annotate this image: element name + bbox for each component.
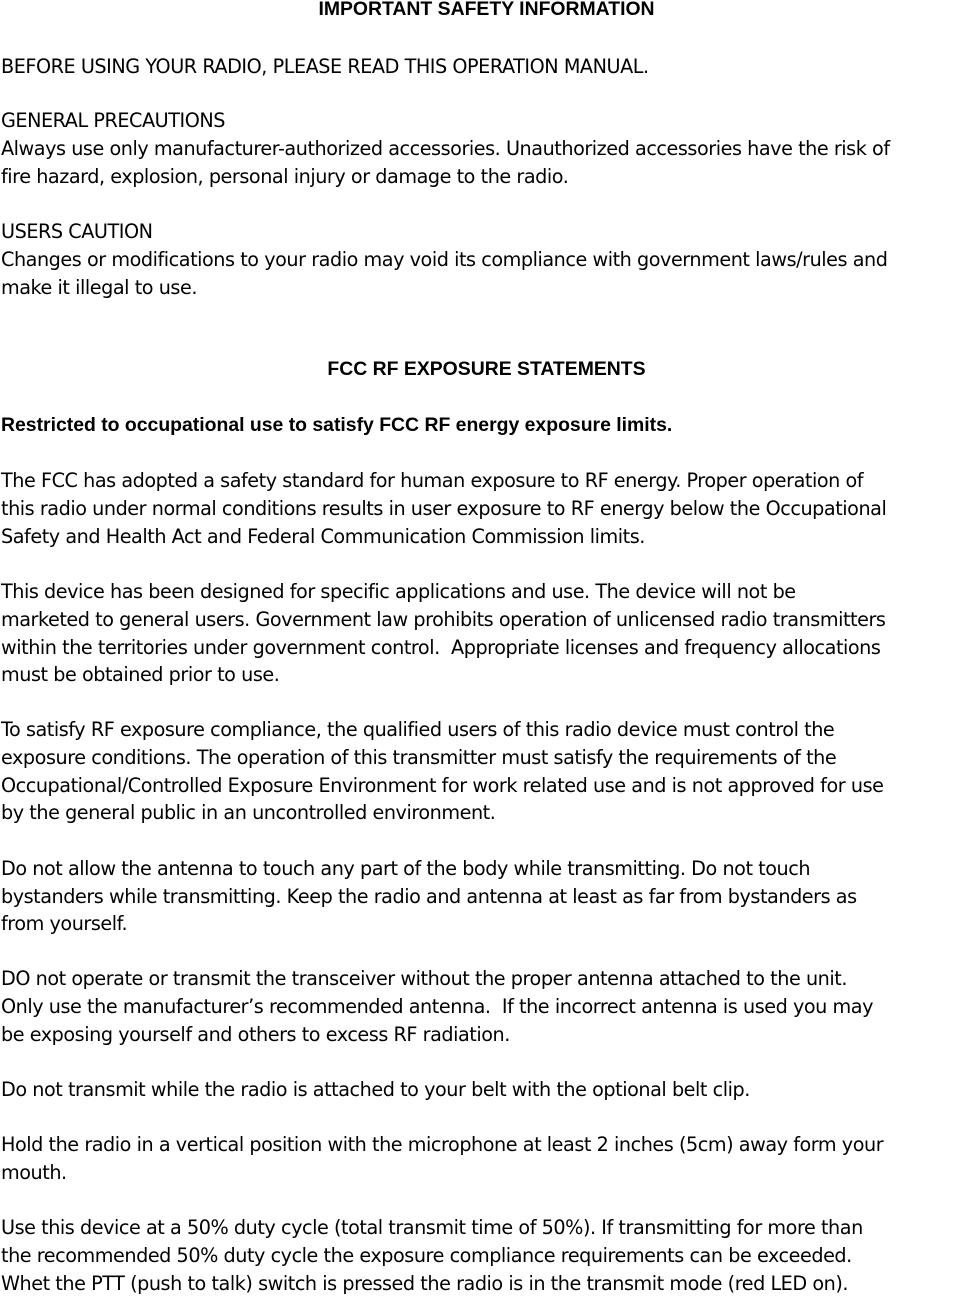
users-caution-text: make it illegal to use. <box>1 276 197 299</box>
fcc-paragraph-line: This device has been designed for specific applications and use. The device will not be <box>1 580 796 603</box>
fcc-paragraph-line: the recommended 50% duty cycle the exposure compliance requirements can be exceeded. <box>1 1244 852 1267</box>
fcc-paragraph-line: bystanders while transmitting. Keep the radio and antenna at least as far from bystanders as <box>1 885 857 908</box>
fcc-paragraph-line: exposure conditions. The operation of this transmitter must satisfy the requirements of the <box>1 746 837 769</box>
fcc-paragraph-line: must be obtained prior to use. <box>1 663 280 686</box>
fcc-paragraph-line: by the general public in an uncontrolled environment. <box>1 801 496 824</box>
general-precautions-text: Always use only manufacturer-authorized accessories. Unauthorized accessories have the risk of <box>1 137 890 160</box>
fcc-paragraph-line: marketed to general users. Government law prohibits operation of unlicensed radio transmitters <box>1 608 886 631</box>
fcc-paragraph-line: To satisfy RF exposure compliance, the qualified users of this radio device must control the <box>1 718 835 741</box>
read-manual-notice: BEFORE USING YOUR RADIO, PLEASE READ THIS OPERATION MANUAL. <box>1 55 649 78</box>
fcc-paragraph-line: Occupational/Controlled Exposure Environment for work related use and is not approved for use <box>1 774 884 797</box>
fcc-paragraph-line: Hold the radio in a vertical position with the microphone at least 2 inches (5cm) away form your <box>1 1133 884 1156</box>
users-caution-text: Changes or modifications to your radio may void its compliance with government laws/rules and <box>1 248 888 271</box>
fcc-paragraph-line: Safety and Health Act and Federal Communication Commission limits. <box>1 525 645 548</box>
users-caution-heading: USERS CAUTION <box>1 220 153 243</box>
fcc-title: FCC RF EXPOSURE STATEMENTS <box>327 358 646 380</box>
general-precautions-text: fire hazard, explosion, personal injury or damage to the radio. <box>1 165 569 188</box>
fcc-paragraph-line: Whet the PTT (push to talk) switch is pressed the radio is in the transmit mode (red LED on). <box>1 1272 849 1295</box>
fcc-paragraph-line: this radio under normal conditions results in user exposure to RF energy below the Occupational <box>1 497 887 520</box>
fcc-paragraph-line: Do not transmit while the radio is attached to your belt with the optional belt clip. <box>1 1078 750 1101</box>
safety-title: IMPORTANT SAFETY INFORMATION <box>318 0 655 20</box>
fcc-paragraph-line: DO not operate or transmit the transceiver without the proper antenna attached to the unit. <box>1 967 847 990</box>
fcc-paragraph-line: within the territories under government control. Appropriate licenses and frequency allocations <box>1 636 881 659</box>
fcc-paragraph-line: be exposing yourself and others to excess RF radiation. <box>1 1023 510 1046</box>
fcc-paragraph-line: The FCC has adopted a safety standard for human exposure to RF energy. Proper operation of <box>1 469 864 492</box>
fcc-paragraph-line: Do not allow the antenna to touch any part of the body while transmitting. Do not touch <box>1 857 811 880</box>
general-precautions-heading: GENERAL PRECAUTIONS <box>1 109 225 132</box>
fcc-restriction: Restricted to occupational use to satisfy FCC RF energy exposure limits. <box>1 414 673 436</box>
fcc-paragraph-line: mouth. <box>1 1161 67 1184</box>
fcc-paragraph-line: Use this device at a 50% duty cycle (total transmit time of 50%). If transmitting for more than <box>1 1216 863 1239</box>
fcc-paragraph-line: Only use the manufacturer’s recommended antenna. If the incorrect antenna is used you may <box>1 995 873 1018</box>
fcc-paragraph-line: from yourself. <box>1 912 128 935</box>
